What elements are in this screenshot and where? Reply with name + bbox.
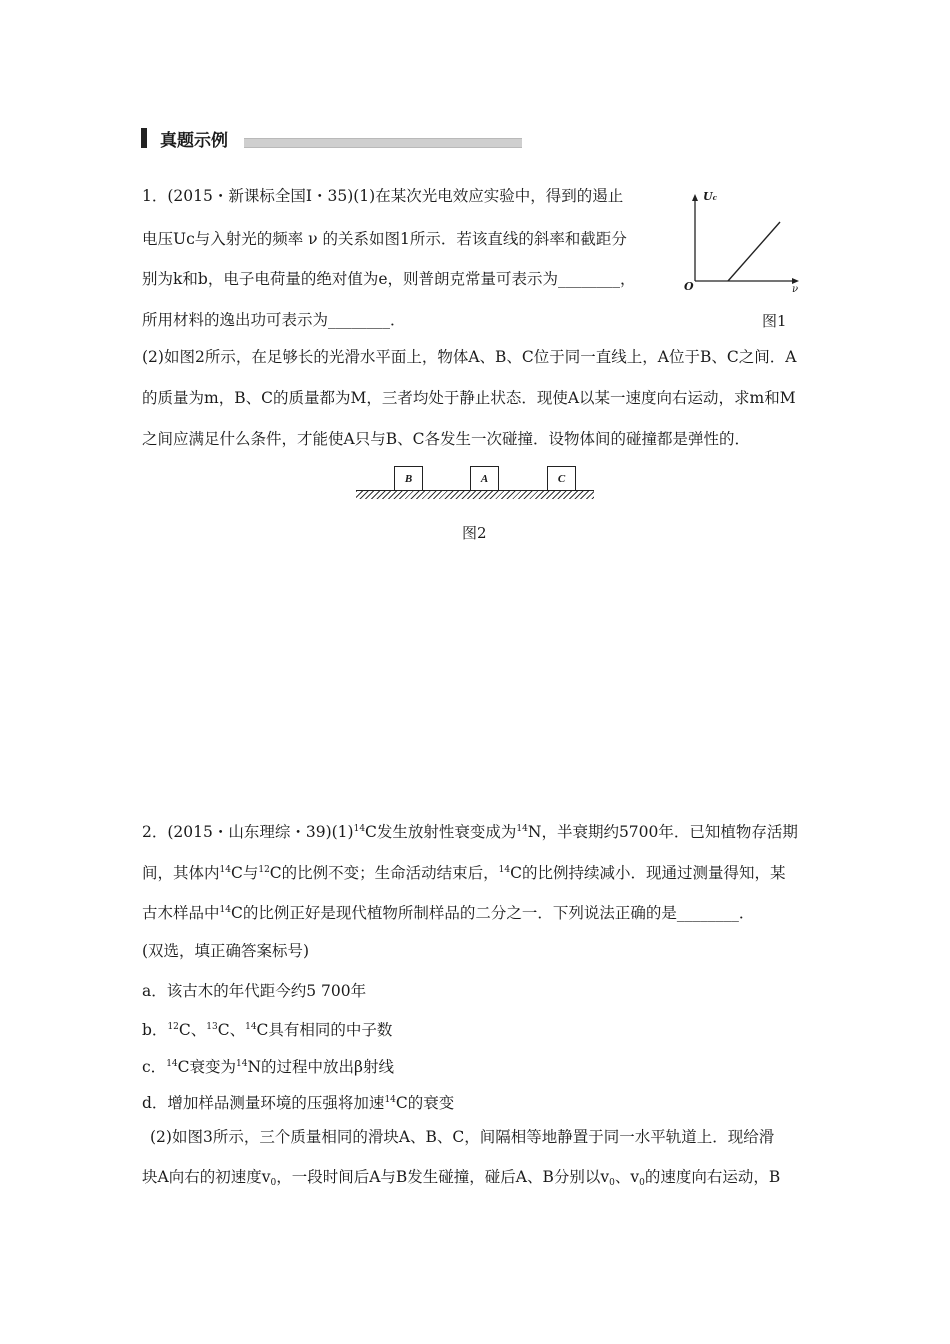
- fig1-y-arrow: [692, 194, 698, 201]
- q1-line-3: 别为k和b，电子电荷量的绝对值为e，则普朗克常量可表示为________，: [142, 270, 636, 288]
- q1-line-1: 1．(2015・新课标全国Ⅰ・35)(1)在某次光电效应实验中，得到的遏止: [142, 187, 624, 205]
- q2-option-c: c．$^{14}$C衰变为$^{14}$N的过程中放出β射线: [142, 1058, 394, 1076]
- q2-line-2: 间，其体内$^{14}$C与$^{12}$C的比例不变；生命活动结束后，$^{14}$C的比例持续减小．现通过测量得知，某: [142, 864, 786, 882]
- q2-line-1: 2．(2015・山东理综・$39)(1)^{14}C$发生放射性衰变成为$^{14}$N，半衰期约5700年．已知植物存活期: [142, 823, 798, 841]
- q2-option-b: b．$^{12}$C、$^{13}$C、$^{14}$C具有相同的中子数: [142, 1021, 393, 1039]
- fig1-y-label: Uc: [703, 190, 717, 203]
- q1-line-6: 的质量为m，B、C的质量都为M，三者均处于静止状态．现使A以某一速度向右运动，求m和M: [142, 389, 796, 407]
- q1-line-2: 电压Uᴄ与入射光的频率 ν 的关系如图1所示．若该直线的斜率和截距分: [142, 230, 627, 248]
- figure-1-graph: [680, 186, 810, 298]
- fig2-ground: [356, 490, 594, 499]
- q2-line-4: (双选，填正确答案标号): [142, 942, 310, 960]
- fig1-caption: 图1: [762, 312, 787, 330]
- fig2-block-b: B: [394, 466, 423, 492]
- q2-line-3: 古木样品中$^{14}$C的比例正好是现代植物所制样品的二分之一．下列说法正确的是________．: [142, 904, 755, 922]
- fig1-line: [728, 222, 780, 281]
- section-title: 真题示例: [160, 131, 228, 151]
- q2-option-d: d．增加样品测量环境的压强将加速$^{14}$C的衰变: [142, 1094, 455, 1112]
- q2-line-10: 块A向右的初速度$v_0$，一段时间后A与B发生碰撞，碰后A、B分别以$v_0$、$v_0$的速度向右运动，B: [142, 1168, 781, 1188]
- fig1-x-label: ν: [792, 284, 799, 295]
- q1-line-4: 所用材料的逸出功可表示为________．: [142, 311, 406, 329]
- q2-option-a: a．该古木的年代距今约5 700年: [142, 982, 367, 1000]
- q2-line-9: (2)如图3所示，三个质量相同的滑块A、B、C，间隔相等地静置于同一水平轨道上．现给滑: [150, 1128, 775, 1146]
- section-rule: [244, 138, 522, 148]
- q1-line-7: 之间应满足什么条件，才能使A只与B、C各发生一次碰撞．设物体间的碰撞都是弹性的．: [142, 430, 750, 448]
- fig2-caption: 图2: [462, 524, 487, 542]
- section-marker: [141, 128, 147, 148]
- q1-line-5: (2)如图2所示，在足够长的光滑水平面上，物体A、B、C位于同一直线上，A位于B、C之间．A: [142, 348, 797, 366]
- fig1-origin-label: O: [684, 280, 694, 293]
- fig2-block-c: C: [547, 466, 576, 492]
- fig2-block-a: A: [470, 466, 499, 492]
